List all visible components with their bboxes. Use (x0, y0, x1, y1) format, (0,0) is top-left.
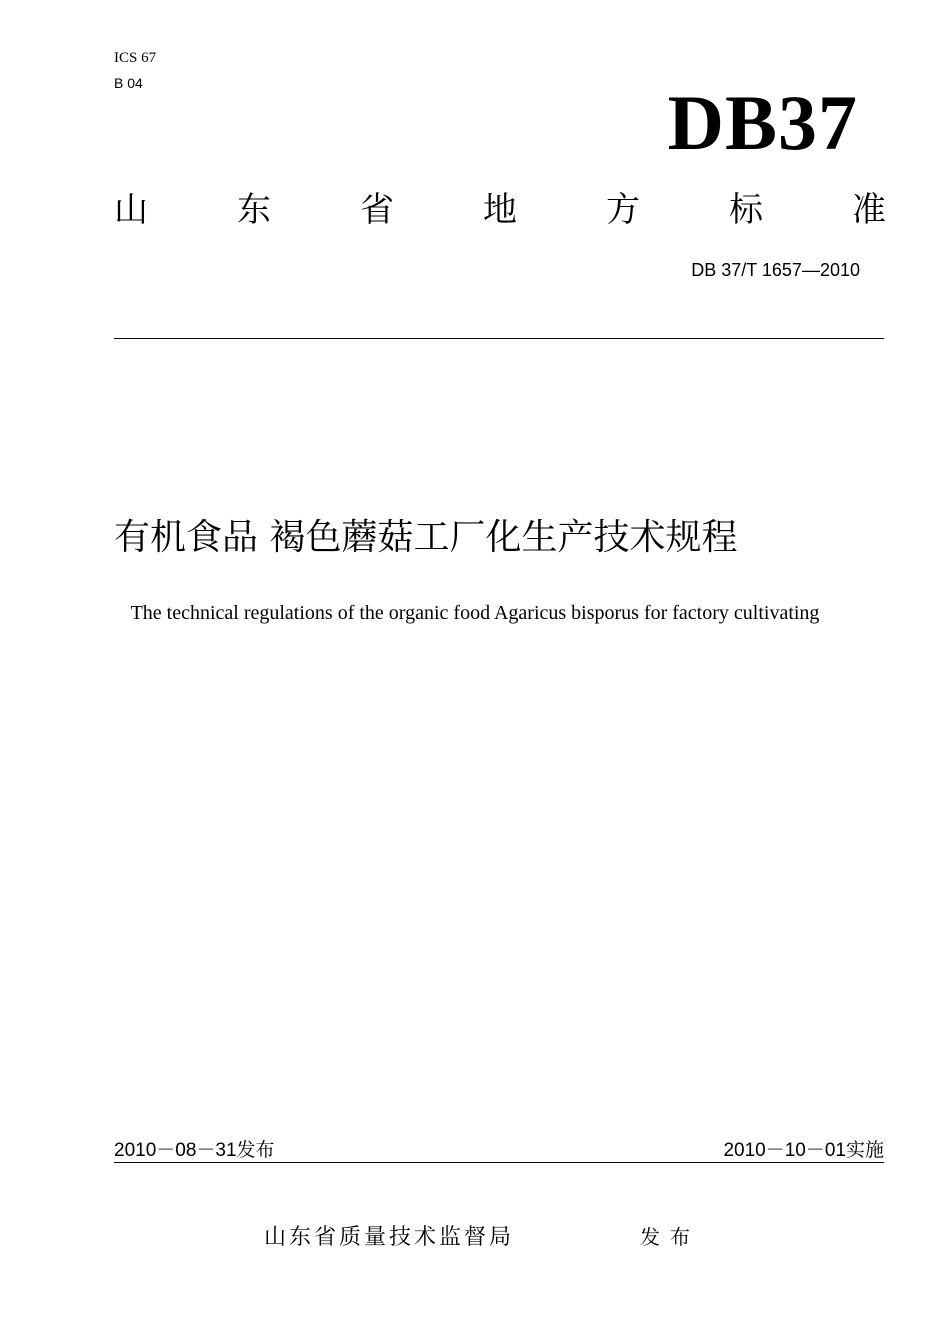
publish-date: 2010－08－31发布 (114, 1140, 275, 1161)
standard-type-char: 省 (360, 190, 394, 230)
header-divider (114, 338, 884, 339)
date-divider (114, 1162, 884, 1163)
standard-type-char: 山 (114, 190, 148, 230)
standard-type-char: 东 (237, 190, 271, 230)
standard-type-char: 标 (729, 190, 763, 230)
date-row (114, 1138, 884, 1164)
standard-code-logo: DB37 (667, 79, 858, 166)
implement-date: 2010－10－01实施 (723, 1140, 884, 1161)
document-title-chinese: 有机食品 褐色蘑菇工厂化生产技术规程 (114, 517, 738, 558)
standard-number: DB 37/T 1657—2010 (691, 260, 860, 280)
classification-code: B 04 (114, 75, 143, 91)
document-title-english: The technical regulations of the organic food Agaricus bisporus for factory cultivating (130, 602, 820, 624)
standard-type-char: 方 (606, 190, 640, 230)
ics-code: ICS 67 (114, 50, 157, 66)
standard-type-heading (114, 188, 886, 232)
standard-type-char: 准 (852, 190, 886, 230)
issuing-authority: 山东省质量技术监督局 (264, 1225, 515, 1250)
standard-type-char: 地 (483, 190, 517, 230)
issue-label: 发布 (640, 1225, 700, 1249)
